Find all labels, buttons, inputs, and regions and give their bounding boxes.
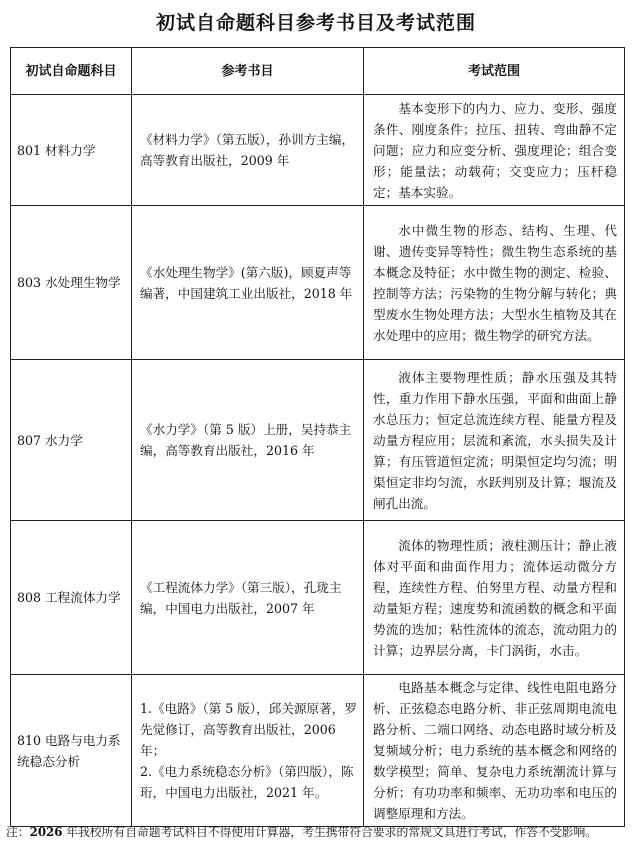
footnote (6, 823, 632, 840)
scope-cell (364, 95, 625, 206)
book-entry: 1.《电路》（第 5 版），邱关源原著，罗先觉修订，高等教育出版社，2006 年； (140, 701, 357, 758)
book-entry: 《工程流体力学》（第三版），孔珑主编，中国电力出版社，2007 年 (140, 579, 342, 616)
subject-cell: 807 水力学 (11, 360, 132, 521)
book-entry: 《水力学》（第 5 版）上册，吴持恭主编，高等教育出版社，2016 年 (140, 422, 352, 458)
subject-cell: 803 水处理生物学 (11, 206, 132, 360)
scope-cell (364, 360, 625, 521)
footnote-text: 年我校所有自命题考试科目不得使用计算器，考生携带符合要求的常规文具进行考试，作答不受影响。 (62, 825, 598, 839)
table-row (11, 675, 625, 827)
table-header-row (11, 48, 625, 95)
scope-text: 流体的物理性质；液柱测压计；静止液体对平面和曲面作用力；流体运动微分方程，连续性方程、伯努里方程、动量方程和动量矩方程；速度势和流函数的概念和平面势流的迭加；粘性流体的流态，流动阻力的计算；边界层分离，卡门涡街，水击。 (373, 537, 617, 658)
book-entry: 《水处理生物学》(第六版)，顾夏声等编著，中国建筑工业出版社，2018 年 (140, 264, 353, 301)
table-row (11, 206, 625, 360)
subject-cell: 801 材料力学 (11, 95, 132, 206)
table-row (11, 521, 625, 675)
book-entry: 2.《电力系统稳态分析》（第四版），陈珩，中国电力出版社，2021 年。 (140, 764, 354, 800)
footnote-prefix: 注： (6, 825, 30, 839)
scope-cell (364, 521, 625, 675)
book-entry: 《材料力学》（第五版），孙训方主编，高等教育出版社，2009 年 (140, 132, 355, 168)
header-books: 参考书目 (132, 48, 364, 95)
scope-cell (364, 206, 625, 360)
scope-text: 电路基本概念与定律、线性电阻电路分析、正弦稳态电路分析、非正弦周期电流电路分析、二端口网络、动态电路时域分析及复频域分析；电力系统的基本概念和网络的数学模型；简单、复杂电力系统潮流计算与分析；有功功率和频率、无功功率和电压的调整原理和方法。 (373, 680, 617, 821)
scope-text: 液体主要物理性质；静水压强及其特性，重力作用下静水压强，平面和曲面上静水总压力；恒定总流连续方程、能量方程及动量方程应用；层流和紊流，水头损失及计算；有压管道恒定流；明渠恒定均匀流；明渠恒定非均匀流，水跃判别及计算；堰流及闸孔出流。 (373, 369, 617, 511)
header-scope: 考试范围 (364, 48, 625, 95)
books-cell (132, 360, 364, 521)
header-subject: 初试自命题科目 (11, 48, 132, 95)
subject-cell: 808 工程流体力学 (11, 521, 132, 675)
books-cell (132, 95, 364, 206)
footnote-year: 2026 (29, 825, 63, 839)
scope-cell (364, 675, 625, 827)
subject-cell: 810 电路与电力系统稳态分析 (11, 675, 132, 827)
books-cell (132, 675, 364, 827)
scope-text: 基本变形下的内力、应力、变形、强度条件、刚度条件；拉压、扭转、弯曲静不定问题；应力和应变分析、强度理论；组合变形；能量法；动载荷；交变应力；压杆稳定；基本实验。 (373, 100, 617, 200)
table-row (11, 360, 625, 521)
syllabus-table (10, 47, 625, 827)
books-cell (132, 521, 364, 675)
page-title: 初试自命题科目参考书目及考试范围 (155, 12, 476, 34)
table-row (11, 95, 625, 206)
books-cell (132, 206, 364, 360)
scope-text: 水中微生物的形态、结构、生理、代谢、遗传变异等特性；微生物生态系统的基本概念及特征；水中微生物的测定、检验、控制等方法；污染物的生物分解与转化；典型废水生物处理方法；大型水生植物及其在水处理中的应用；微生物学的研究方法。 (373, 222, 617, 343)
